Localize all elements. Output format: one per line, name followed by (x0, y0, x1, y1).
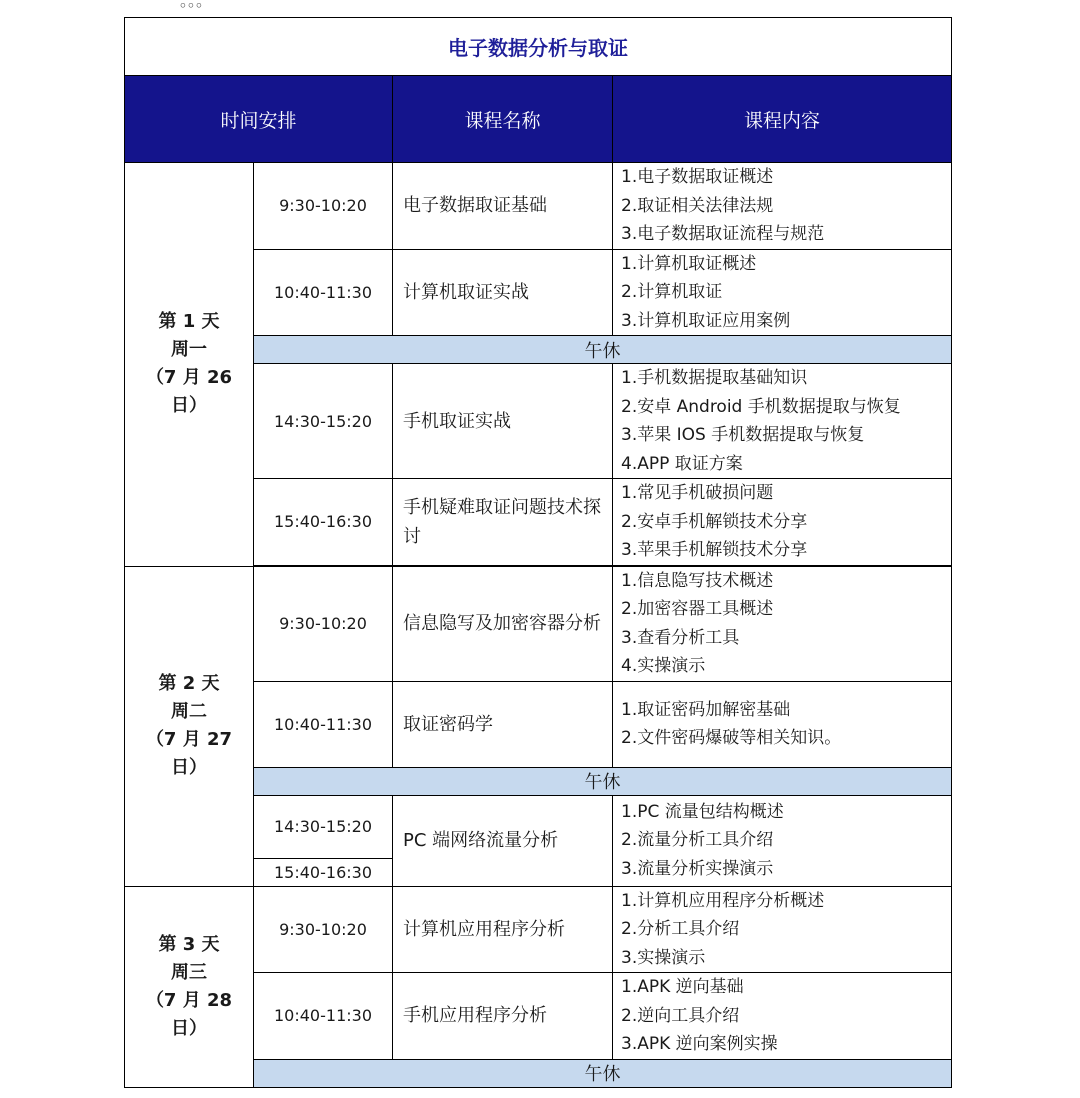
day-label-line: 日） (171, 395, 207, 417)
day-label-line: （7 月 27 (145, 729, 233, 750)
content-item: 3.计算机取证应用案例 (621, 310, 791, 331)
course-schedule-table (124, 17, 952, 1088)
content-item: 4.实操演示 (621, 656, 706, 676)
lunch-break-label: 午休 (254, 1059, 952, 1087)
session-time: 15:40-16:30 (254, 479, 393, 566)
session-time: 9:30-10:20 (254, 566, 393, 681)
day-label-line: （7 月 28 (145, 989, 233, 1011)
session-time: 15:40-16:30 (254, 858, 393, 886)
lunch-break-label: 午休 (254, 767, 952, 795)
content-item: 2.取证相关法律法规 (621, 195, 774, 216)
content-item: 1.常见手机破损问题 (621, 483, 774, 503)
content-item: 3.流量分析实操演示 (621, 858, 774, 879)
day-label-line: 周一 (171, 339, 207, 361)
table-row (125, 886, 952, 973)
content-item: 1.PC 流量包结构概述 (621, 801, 784, 822)
day-label-line: 周二 (171, 701, 207, 722)
session-name: 手机疑难取证问题技术探讨 (393, 479, 613, 566)
header-course-name: 课程名称 (393, 76, 613, 163)
content-item: 1.取证密码加解密基础 (621, 699, 791, 720)
session-content (613, 566, 952, 681)
session-time: 14:30-15:20 (254, 364, 393, 479)
day-label-line: 第 2 天 (158, 673, 220, 694)
content-item: 2.计算机取证 (621, 282, 723, 302)
content-item: 1.计算机取证概述 (621, 253, 757, 274)
session-time: 14:30-15:20 (254, 795, 393, 858)
content-item: 3.实操演示 (621, 947, 706, 968)
session-time: 10:40-11:30 (254, 681, 393, 767)
content-item: 1.手机数据提取基础知识 (621, 368, 808, 388)
lunch-break-label: 午休 (254, 336, 952, 364)
session-content (613, 249, 952, 336)
table-row (125, 163, 952, 250)
content-item: 1.APK 逆向基础 (621, 977, 744, 997)
content-item: 1.计算机应用程序分析概述 (621, 890, 825, 911)
content-item: 2.文件密码爆破等相关知识。 (621, 728, 842, 748)
content-item: 1.信息隐写技术概述 (621, 570, 774, 591)
table-row (125, 566, 952, 681)
session-content (613, 163, 952, 250)
day-label-line: 日） (171, 1017, 207, 1039)
content-item: 2.加密容器工具概述 (621, 599, 774, 619)
day-label-line: 周三 (171, 961, 207, 983)
day-label-line: 第 1 天 (158, 311, 220, 333)
header-course-content: 课程内容 (613, 76, 952, 163)
session-time: 10:40-11:30 (254, 973, 393, 1060)
content-item: 3.苹果 IOS 手机数据提取与恢复 (621, 425, 865, 445)
day-label-line: 日） (171, 757, 207, 778)
session-name: PC 端网络流量分析 (393, 795, 613, 886)
content-item: 3.苹果手机解锁技术分享 (621, 540, 808, 560)
day-3-label (125, 886, 254, 1087)
session-content (613, 973, 952, 1060)
session-name: 手机应用程序分析 (393, 973, 613, 1060)
session-name: 电子数据取证基础 (393, 163, 613, 250)
session-name: 信息隐写及加密容器分析 (393, 566, 613, 681)
content-item: 1.电子数据取证概述 (621, 167, 774, 187)
content-item: 2.流量分析工具介绍 (621, 830, 774, 851)
session-time: 10:40-11:30 (254, 249, 393, 336)
session-time: 9:30-10:20 (254, 163, 393, 250)
day-label-line: 第 3 天 (158, 933, 220, 955)
content-item: 4.APP 取证方案 (621, 453, 743, 474)
content-item: 2.分析工具介绍 (621, 919, 740, 939)
session-name: 取证密码学 (393, 681, 613, 767)
session-content (613, 886, 952, 973)
content-item: 2.安卓 Android 手机数据提取与恢复 (621, 396, 901, 417)
content-item: 2.逆向工具介绍 (621, 1005, 740, 1026)
day-label-line: （7 月 26 (145, 367, 233, 389)
table-title: 电子数据分析与取证 (125, 18, 952, 76)
content-item: 3.电子数据取证流程与规范 (621, 224, 825, 244)
day-1-label (125, 163, 254, 567)
top-text-fragment: 。。。 (180, 0, 213, 10)
session-name: 手机取证实战 (393, 364, 613, 479)
content-item: 3.APK 逆向案例实操 (621, 1034, 778, 1054)
day-2-label (125, 566, 254, 886)
session-content (613, 681, 952, 767)
content-item: 2.安卓手机解锁技术分享 (621, 511, 808, 532)
content-item: 3.查看分析工具 (621, 627, 740, 648)
session-time: 9:30-10:20 (254, 886, 393, 973)
header-time: 时间安排 (125, 76, 393, 163)
session-name: 计算机取证实战 (393, 249, 613, 336)
session-name: 计算机应用程序分析 (393, 886, 613, 973)
session-content (613, 795, 952, 886)
session-content (613, 364, 952, 479)
session-content (613, 479, 952, 566)
